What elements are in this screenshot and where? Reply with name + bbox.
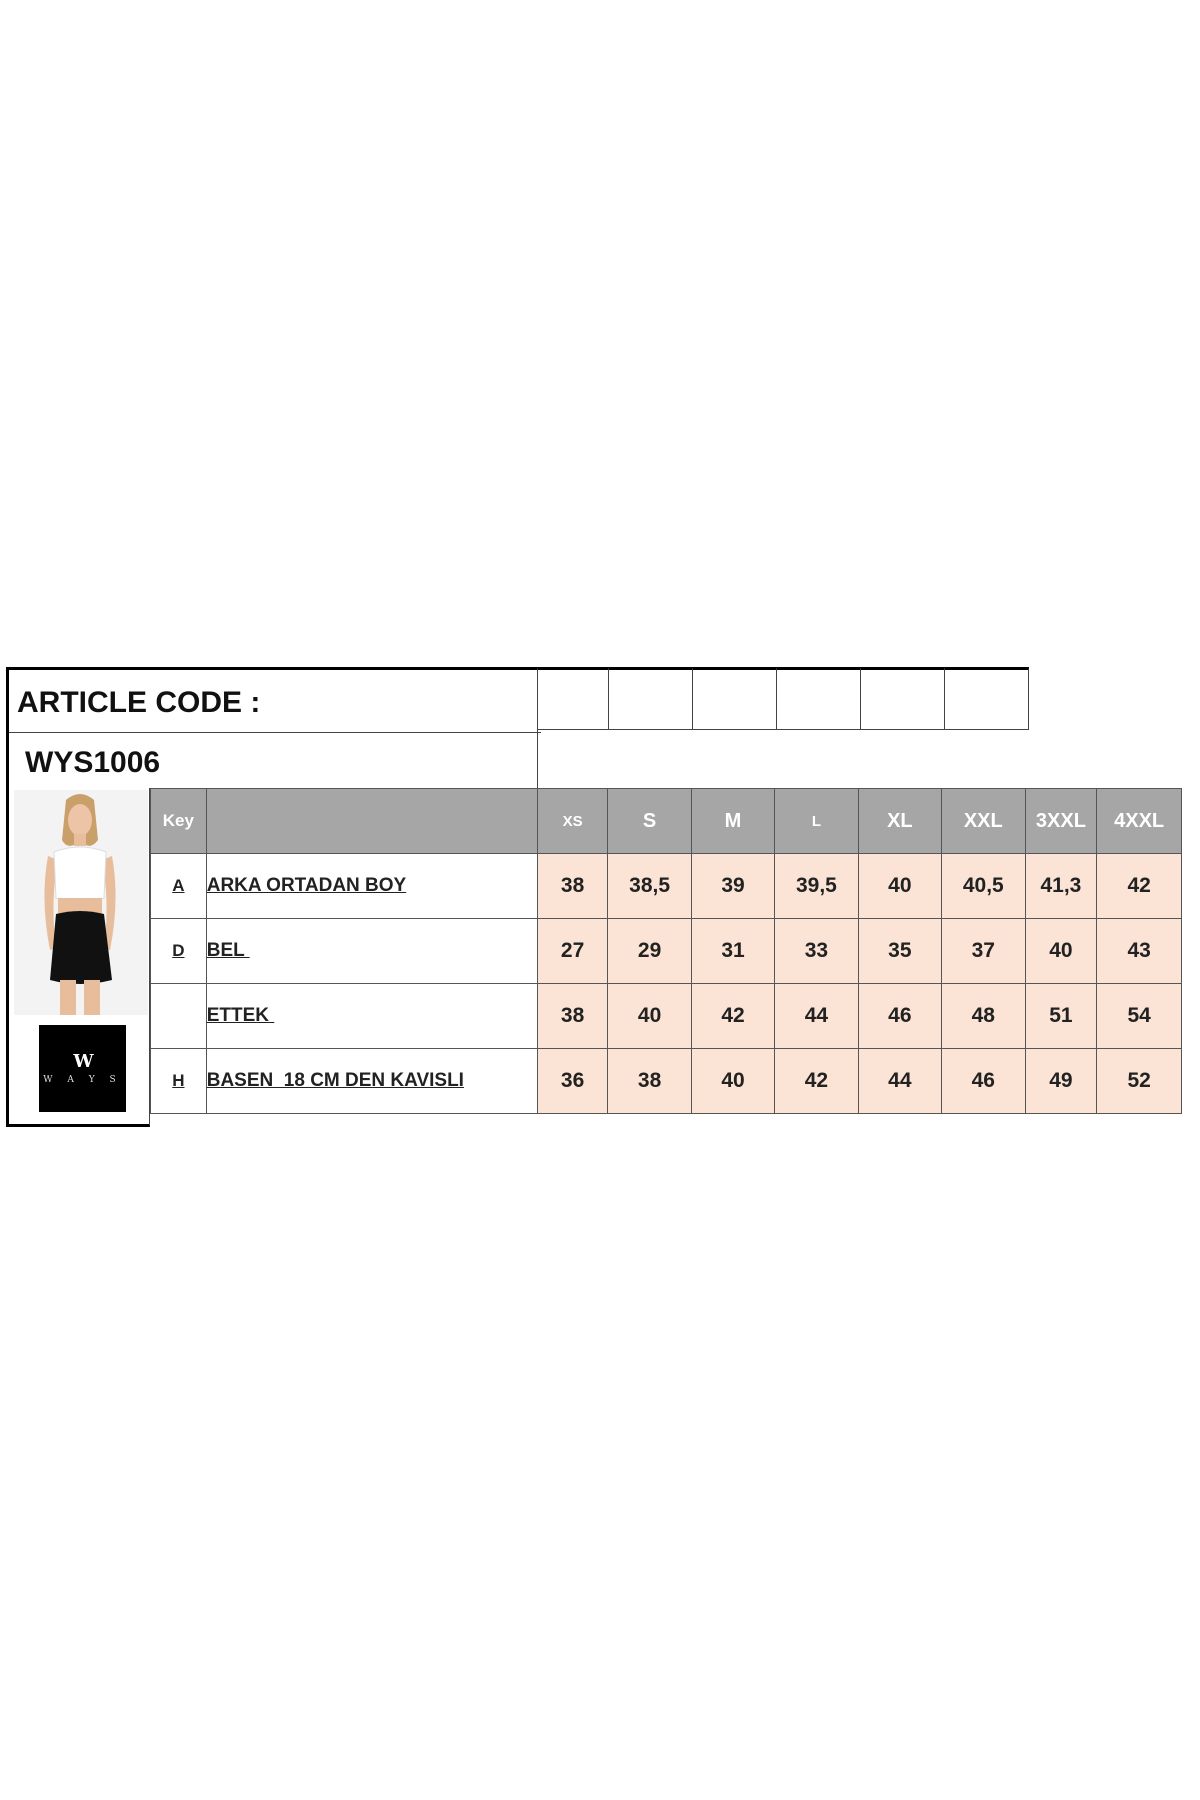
logo-mark: W — [73, 1051, 92, 1072]
row-key: H — [151, 1049, 207, 1114]
size-header-s: S — [608, 789, 692, 854]
size-value: 43 — [1097, 919, 1182, 984]
size-value: 27 — [537, 919, 607, 984]
empty-code-cell — [693, 667, 777, 730]
size-value: 38,5 — [608, 854, 692, 919]
key-header: Key — [151, 789, 207, 854]
size-value: 31 — [691, 919, 774, 984]
empty-code-cell — [538, 667, 609, 730]
size-value: 49 — [1025, 1049, 1097, 1114]
size-value: 36 — [537, 1049, 607, 1114]
table-row — [151, 854, 1182, 919]
size-chart-sheet — [6, 667, 1182, 1127]
size-value: 46 — [942, 1049, 1026, 1114]
table-row — [151, 919, 1182, 984]
size-value: 35 — [858, 919, 941, 984]
row-label: ARKA ORTADAN BOY — [206, 854, 537, 919]
row-label: BASEN 18 CM DEN KAVISLI — [206, 1049, 537, 1114]
size-value: 42 — [691, 984, 774, 1049]
logo-wordmark: W A Y S — [43, 1075, 122, 1085]
size-value: 33 — [775, 919, 859, 984]
size-value: 40 — [858, 854, 941, 919]
size-header-3xxl: 3XXL — [1025, 789, 1097, 854]
size-header-row — [151, 789, 1182, 854]
article-code-title: ARTICLE CODE : — [17, 686, 261, 719]
size-value: 39 — [691, 854, 774, 919]
label-header — [206, 789, 537, 854]
table-row — [151, 1049, 1182, 1114]
size-header-xxl: XXL — [942, 789, 1026, 854]
model-illustration — [14, 790, 148, 1015]
brand-logo — [39, 1025, 126, 1112]
size-value: 46 — [858, 984, 941, 1049]
row-key: A — [151, 854, 207, 919]
empty-code-cell — [945, 667, 1029, 730]
table-row — [151, 984, 1182, 1049]
product-photo — [14, 790, 148, 1015]
empty-code-cell — [609, 667, 693, 730]
size-table — [150, 788, 1182, 1114]
size-header-xl: XL — [858, 789, 941, 854]
row-label: ETTEK — [206, 984, 537, 1049]
size-header-l: L — [775, 789, 859, 854]
size-value: 38 — [537, 984, 607, 1049]
size-value: 40,5 — [942, 854, 1026, 919]
article-header — [6, 667, 538, 788]
row-key: D — [151, 919, 207, 984]
empty-code-cell — [861, 667, 945, 730]
header-divider — [9, 732, 541, 733]
size-value: 48 — [942, 984, 1026, 1049]
size-value: 54 — [1097, 984, 1182, 1049]
size-value: 40 — [608, 984, 692, 1049]
size-value: 44 — [858, 1049, 941, 1114]
size-value: 39,5 — [775, 854, 859, 919]
size-value: 42 — [775, 1049, 859, 1114]
article-code-value: WYS1006 — [25, 746, 161, 779]
size-header-4xxl: 4XXL — [1097, 789, 1182, 854]
size-value: 40 — [1025, 919, 1097, 984]
size-value: 40 — [691, 1049, 774, 1114]
size-value: 51 — [1025, 984, 1097, 1049]
size-value: 41,3 — [1025, 854, 1097, 919]
size-header-xs: XS — [537, 789, 607, 854]
product-image-column — [6, 788, 150, 1127]
row-key — [151, 984, 207, 1049]
size-value: 42 — [1097, 854, 1182, 919]
size-value: 38 — [608, 1049, 692, 1114]
empty-code-cell — [777, 667, 861, 730]
size-value: 29 — [608, 919, 692, 984]
size-value: 44 — [775, 984, 859, 1049]
size-value: 38 — [537, 854, 607, 919]
size-header-m: M — [691, 789, 774, 854]
row-label: BEL — [206, 919, 537, 984]
size-value: 37 — [942, 919, 1026, 984]
size-value: 52 — [1097, 1049, 1182, 1114]
